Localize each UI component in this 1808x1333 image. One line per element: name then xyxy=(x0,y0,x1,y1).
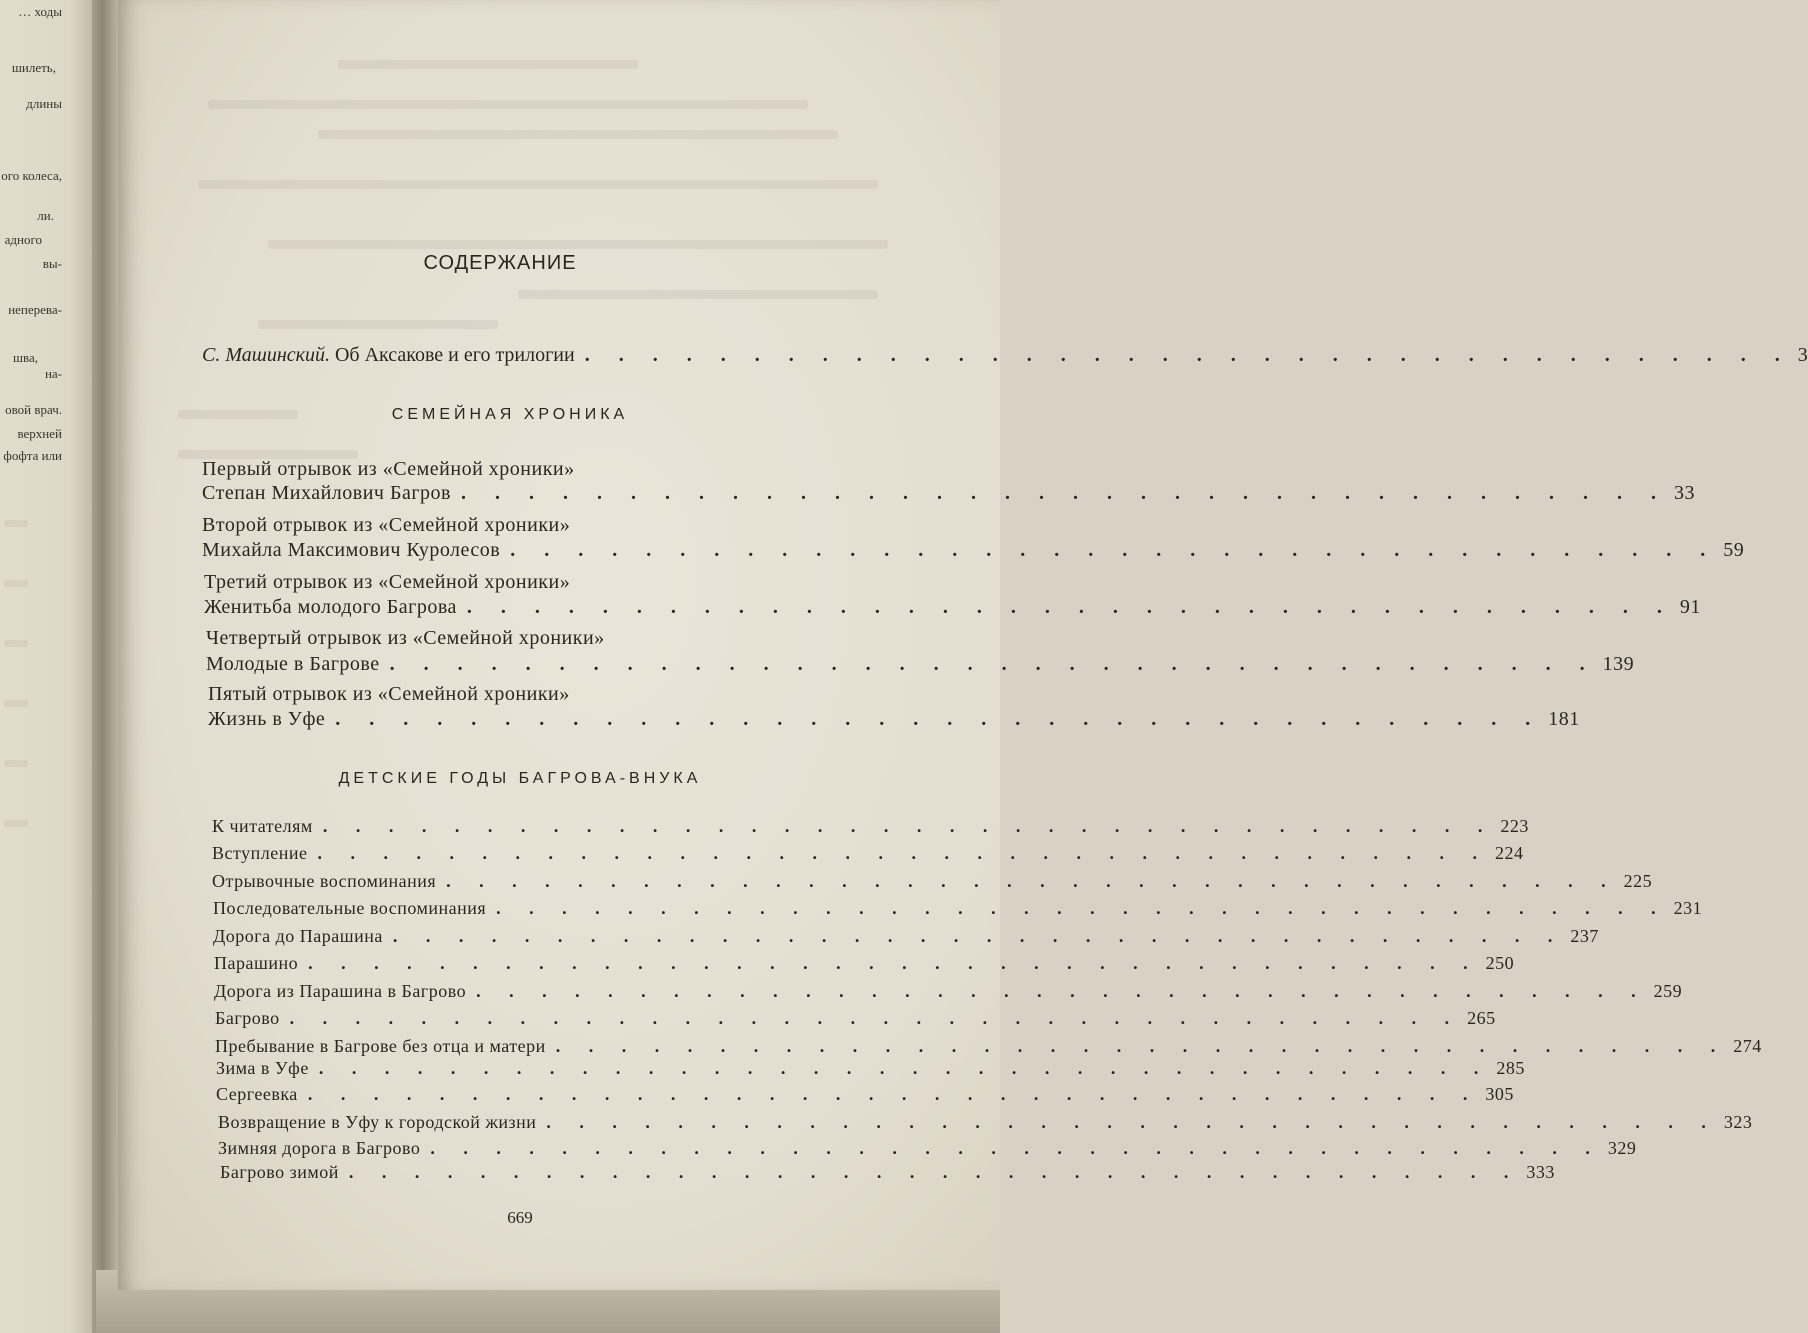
toc-entry[interactable] xyxy=(214,953,1515,974)
toc-entry-title: Последовательные воспоминания xyxy=(213,898,487,918)
toc-entry-title: Парашино xyxy=(214,953,299,973)
page-number: 274 xyxy=(1733,1036,1762,1056)
toc-entry-title: Отрывочные воспоминания xyxy=(212,871,437,891)
left-page-fragment: вы- xyxy=(42,256,62,271)
toc-entry[interactable] xyxy=(213,898,1703,919)
dot-leader: . . . . . . . . . . . . . . . . . . . . . . . . . . . . . . . . . . . . xyxy=(466,596,1674,618)
dot-leader: . . . . . . . . . . . . . . . . . . . . . . . . . . . . . . . . . . . . xyxy=(430,1138,1602,1158)
left-page-fragment: на- xyxy=(44,366,62,381)
dot-leader: . . . . . . . . . . . . . . . . . . . . . . . . . . . . . . . . . . . . xyxy=(460,482,1668,504)
page-number: 225 xyxy=(1623,871,1653,891)
bleed-through xyxy=(178,410,298,419)
toc-entry-title: Багрово xyxy=(215,1008,280,1028)
page-number: 333 xyxy=(1526,1162,1555,1182)
left-page-fragment: ли. xyxy=(37,208,54,223)
left-page-fragment: неперева- xyxy=(8,302,62,317)
toc-entry-title: Сергеевка xyxy=(216,1084,298,1104)
left-page-fragment: ого колеса, xyxy=(1,168,62,183)
toc-subtitle: Первый отрывок из «Семейной хроники» xyxy=(202,458,575,480)
left-page-fragment: шва, xyxy=(13,350,38,365)
part-heading-bagrov-grandson: ДЕТСКИЕ ГОДЫ БАГРОВА-ВНУКА xyxy=(338,770,702,787)
page-number: 323 xyxy=(1723,1112,1753,1132)
toc-entry-title: Степан Михайлович Багров xyxy=(202,482,451,504)
toc-entry-title: Пребывание в Багрове без отца и матери xyxy=(215,1036,546,1056)
toc-entry-title: Зимняя дорога в Багрово xyxy=(218,1138,421,1158)
bleed-through xyxy=(338,60,638,69)
toc-entry[interactable] xyxy=(215,1008,1496,1029)
page-number: 237 xyxy=(1570,926,1599,946)
faded-print xyxy=(4,580,28,587)
page-number: 305 xyxy=(1485,1084,1514,1104)
dot-leader: . . . . . . . . . . . . . . . . . . . . . . . . . . . . . . . . . . . . xyxy=(389,653,1597,675)
toc-subtitle: Пятый отрывок из «Семейной хроники» xyxy=(208,683,570,705)
left-page-fragment: длины xyxy=(26,96,62,111)
page-number: 250 xyxy=(1485,953,1515,973)
toc-subtitle: Второй отрывок из «Семейной хроники» xyxy=(202,514,571,536)
dot-leader: . . . . . . . . . . . . . . . . . . . . . . . . . . . . . . . . . . . . xyxy=(584,344,1792,366)
toc-entry-title: Молодые в Багрове xyxy=(206,653,380,675)
toc-entry[interactable] xyxy=(218,1112,1753,1133)
left-page-fragment: верхней xyxy=(17,426,62,441)
contents-title: СОДЕРЖАНИЕ xyxy=(423,252,577,274)
toc-entry[interactable] xyxy=(212,816,1529,837)
toc-entry-intro[interactable] xyxy=(202,344,1808,367)
toc-subtitle: Четвертый отрывок из «Семейной хроники» xyxy=(206,627,605,649)
faded-print xyxy=(4,700,28,707)
toc-entry[interactable] xyxy=(212,843,1524,864)
dot-leader: . . . . . . . . . . . . . . . . . . . . . . . . . . . . . . . . . . . . xyxy=(446,871,1618,891)
left-page-fragment: фофта или xyxy=(3,448,62,463)
toc-entry[interactable] xyxy=(218,1138,1637,1159)
bleed-through xyxy=(318,130,838,139)
toc-entry[interactable] xyxy=(202,539,1745,562)
dot-leader: . . . . . . . . . . . . . . . . . . . . . . . . . . . . . . . . . . . . xyxy=(392,926,1565,946)
toc-entry[interactable] xyxy=(220,1162,1555,1183)
toc-entry-title: К читателям xyxy=(212,816,313,836)
page-number: 3 xyxy=(1797,344,1808,366)
page-number: 285 xyxy=(1496,1058,1525,1078)
toc-entry[interactable] xyxy=(212,871,1653,892)
page-number: 139 xyxy=(1602,653,1635,675)
toc-entry-title: Зима в Уфе xyxy=(216,1058,309,1078)
bleed-through xyxy=(208,100,808,109)
toc-entry-title: Возвращение в Уфу к городской жизни xyxy=(218,1112,537,1132)
dot-leader: . . . . . . . . . . . . . . . . . . . . . . . . . . . . . . . . . . . . xyxy=(496,898,1668,918)
page-number: 265 xyxy=(1467,1008,1496,1028)
left-page-fragment: овой врач. xyxy=(5,402,62,417)
faded-print xyxy=(4,520,28,527)
intro-author: С. Машинский. xyxy=(202,344,330,366)
dot-leader: . . . . . . . . . . . . . . . . . . . . . . . . . . . . . . . . . . . . xyxy=(318,1058,1491,1078)
dot-leader: . . . . . . . . . . . . . . . . . . . . . . . . . . . . . . . . . . . . xyxy=(348,1162,1521,1182)
toc-entry[interactable] xyxy=(214,981,1683,1002)
toc-entry[interactable] xyxy=(215,1036,1762,1057)
bleed-through xyxy=(268,240,888,249)
toc-entry-title: Багрово зимой xyxy=(220,1162,339,1182)
page-number: 33 xyxy=(1673,482,1695,504)
faded-print xyxy=(4,820,28,827)
intro-title: Об Аксакове и его трилогии xyxy=(334,344,575,366)
bleed-through xyxy=(258,320,498,329)
page-number: 329 xyxy=(1607,1138,1637,1158)
page-number: 259 xyxy=(1653,981,1683,1001)
dot-leader: . . . . . . . . . . . . . . . . . . . . . . . . . . . . . . . . . . . . xyxy=(555,1036,1728,1056)
toc-entry[interactable] xyxy=(216,1084,1514,1105)
dot-leader: . . . . . . . . . . . . . . . . . . . . . . . . . . . . . . . . . . . . xyxy=(510,539,1718,561)
dot-leader: . . . . . . . . . . . . . . . . . . . . . . . . . . . . . . . . . . . . xyxy=(322,816,1495,836)
toc-entry[interactable] xyxy=(204,596,1701,619)
toc-entry[interactable] xyxy=(216,1058,1525,1079)
toc-entry[interactable] xyxy=(208,708,1580,731)
page-number: 223 xyxy=(1500,816,1529,836)
page-number: 181 xyxy=(1548,708,1580,730)
toc-entry[interactable] xyxy=(206,653,1635,676)
page-number: 231 xyxy=(1673,898,1703,918)
left-page-fragment: … ходы xyxy=(18,4,62,19)
dot-leader: . . . . . . . . . . . . . . . . . . . . . . . . . . . . . . . . . . . . xyxy=(546,1112,1718,1132)
dot-leader: . . . . . . . . . . . . . . . . . . . . . . . . . . . . . . . . . . . . xyxy=(289,1008,1462,1028)
toc-entry[interactable] xyxy=(202,482,1695,505)
dot-leader: . . . . . . . . . . . . . . . . . . . . . . . . . . . . . . . . . . . . xyxy=(307,1084,1480,1104)
left-page-fragment: шилеть, xyxy=(11,60,56,75)
bleed-through xyxy=(198,180,878,189)
toc-entry-title: Женитьба молодого Багрова xyxy=(204,596,457,618)
page-number: 91 xyxy=(1679,596,1701,618)
bleed-through xyxy=(518,290,878,299)
toc-entry[interactable] xyxy=(213,926,1599,947)
toc-subtitle: Третий отрывок из «Семейной хроники» xyxy=(204,571,571,593)
facing-page xyxy=(0,0,100,1333)
part-heading-family-chronicle: СЕМЕЙНАЯ ХРОНИКА xyxy=(391,406,629,423)
toc-entry-title: Дорога из Парашина в Багрово xyxy=(214,981,467,1001)
page-folio: 669 xyxy=(507,1208,533,1227)
toc-entry-title: Вступление xyxy=(212,843,308,863)
toc-entry-title: Жизнь в Уфе xyxy=(208,708,326,730)
dot-leader: . . . . . . . . . . . . . . . . . . . . . . . . . . . . . . . . . . . . xyxy=(476,981,1648,1001)
faded-print xyxy=(4,760,28,767)
toc-entry-title: Михайла Максимович Куролесов xyxy=(202,539,501,561)
dot-leader: . . . . . . . . . . . . . . . . . . . . . . . . . . . . . . . . . . . . xyxy=(308,953,1480,973)
left-page-fragment: адного xyxy=(4,232,42,247)
toc-entry-title: Дорога до Парашина xyxy=(213,926,383,946)
dot-leader: . . . . . . . . . . . . . . . . . . . . . . . . . . . . . . . . . . . . xyxy=(335,708,1543,730)
page-number: 224 xyxy=(1494,843,1524,863)
faded-print xyxy=(4,640,28,647)
page-number: 59 xyxy=(1723,539,1745,561)
dot-leader: . . . . . . . . . . . . . . . . . . . . . . . . . . . . . . . . . . . . xyxy=(317,843,1489,863)
